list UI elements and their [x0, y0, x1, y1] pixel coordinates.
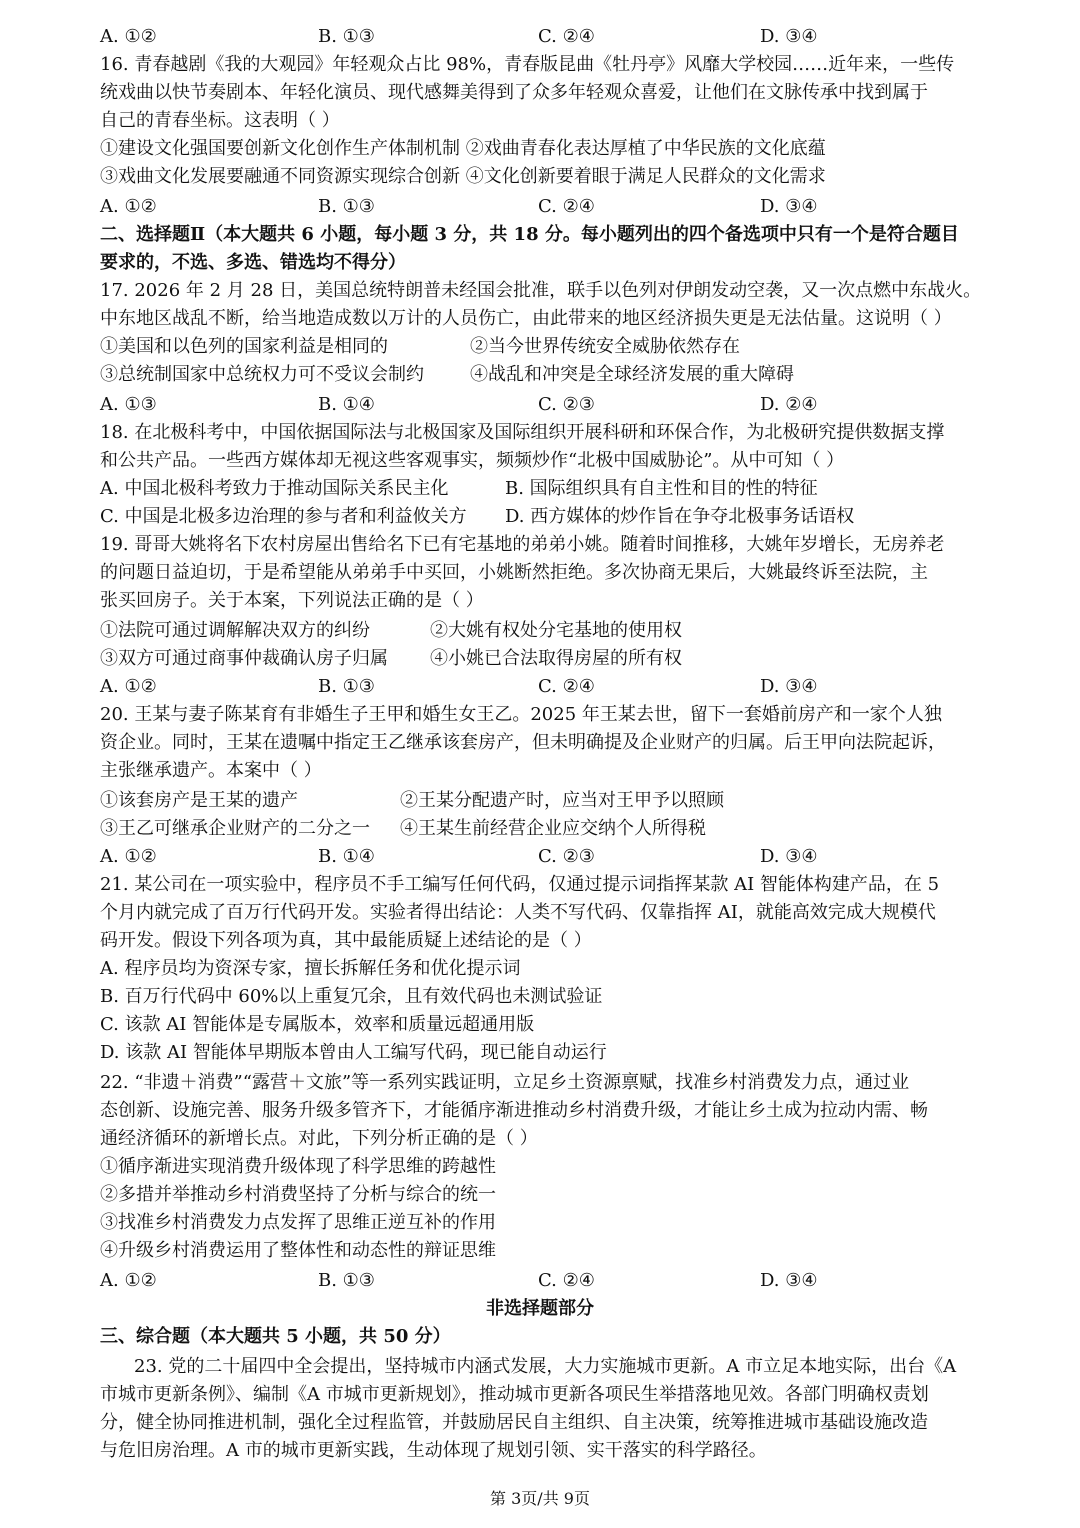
q22-statement-3: ③找准乡村消费发力点发挥了思维正逆互补的作用: [100, 1212, 496, 1233]
statement-2: ②王某分配遗产时，应当对王甲予以照顾: [400, 790, 724, 811]
q16-stem-line-1: 16. 青春越剧《我的大观园》年轻观众占比 98%，青春版昆曲《牡丹亭》风靡大学校园……近年来，一些传: [100, 54, 955, 75]
option-c: C. ②③: [538, 394, 595, 415]
option-c: C. ②③: [538, 846, 595, 867]
statement-4: ④战乱和冲突是全球经济发展的重大障碍: [470, 364, 794, 385]
option-d: D. ③④: [760, 846, 818, 867]
option-b: B. ①③: [318, 676, 375, 697]
page-number: 第 3页/共 9页: [490, 1489, 590, 1508]
option-b: B. 国际组织具有自主性和目的性的特征: [505, 478, 818, 499]
statement-3: ③双方可通过商事仲裁确认房子归属: [100, 648, 388, 669]
statement-4: ④王某生前经营企业应交纳个人所得税: [400, 818, 706, 839]
q20-stem-line-1: 20. 王某与妻子陈某育有非婚生子王甲和婚生女王乙。2025 年王某去世，留下一套婚前房产和一家个人独: [100, 704, 942, 725]
q18-stem-line-2: 和公共产品。一些西方媒体却无视这些客观事实，频频炒作“北极中国威胁论”。从中可知（ ）: [100, 450, 845, 471]
option-d: D. ③④: [760, 26, 818, 47]
statement-4: ④小姚已合法取得房屋的所有权: [430, 648, 682, 669]
option-b: B. ①③: [318, 26, 375, 47]
option-c: C. 中国是北极多边治理的参与者和利益攸关方: [100, 506, 467, 527]
q20-stem-line-3: 主张继承遗产。本案中（ ）: [100, 760, 322, 781]
section-2-heading-line-2: 要求的，不选、多选、错选均不得分）: [100, 252, 406, 273]
statement-1: ①法院可通过调解解决双方的纠纷: [100, 620, 370, 641]
options-row-q19: [100, 676, 990, 698]
option-a: A. ①②: [100, 196, 157, 217]
option-c: C. ②④: [538, 676, 595, 697]
statement-1: ①该套房产是王某的遗产: [100, 790, 298, 811]
statement-2: ②大姚有权处分宅基地的使用权: [430, 620, 682, 641]
q23-text-line-3: 分，健全协同推进机制，强化全过程监管，并鼓励居民自主组织、自主决策，统筹推进城市基础设施改造: [100, 1412, 928, 1433]
part-heading: 非选择题部分: [486, 1298, 594, 1319]
q17-statements-row-1: [100, 336, 990, 358]
q21-option-d: D. 该款 AI 智能体早期版本曾由人工编写代码，现已能自动运行: [100, 1042, 607, 1063]
q21-option-b: B. 百万行代码中 60%以上重复冗余，且有效代码也未测试验证: [100, 986, 603, 1007]
option-d: D. ②④: [760, 394, 818, 415]
option-d: D. ③④: [760, 1270, 818, 1291]
option-a: A. ①②: [100, 26, 157, 47]
statement-3: ③王乙可继承企业财产的二分之一: [100, 818, 370, 839]
option-d: D. ③④: [760, 196, 818, 217]
q21-stem-line-3: 码开发。假设下列各项为真，其中最能质疑上述结论的是（ ）: [100, 930, 592, 951]
q16-statements-1: ①建设文化强国要创新文化创作生产体制机制 ②戏曲青春化表达厚植了中华民族的文化底蕴: [100, 138, 826, 159]
q22-statement-1: ①循序渐进实现消费升级体现了科学思维的跨越性: [100, 1156, 496, 1177]
q18-stem-line-1: 18. 在北极科考中，中国依据国际法与北极国家及国际组织开展科研和环保合作，为北极研究提供数据支撑: [100, 422, 945, 443]
q17-stem-line-2: 中东地区战乱不断，给当地造成数以万计的人员伤亡，由此带来的地区经济损失更是无法估量。这说明（ ）: [100, 308, 952, 329]
q22-stem-line-3: 通经济循环的新增长点。对此，下列分析正确的是（ ）: [100, 1128, 538, 1149]
option-c: C. ②④: [538, 196, 595, 217]
q23-text-line-1: 23. 党的二十届四中全会提出，坚持城市内涵式发展，大力实施城市更新。A 市立足本地实际，出台《A: [134, 1356, 957, 1377]
q18-options-row-2: [100, 506, 990, 528]
q19-stem-line-3: 张买回房子。关于本案，下列说法正确的是（ ）: [100, 590, 484, 611]
q20-statements-row-1: [100, 790, 990, 812]
option-c: C. ②④: [538, 26, 595, 47]
option-a: A. 中国北极科考致力于推动国际关系民主化: [100, 478, 449, 499]
options-row-q16: [100, 196, 990, 218]
option-d: D. ③④: [760, 676, 818, 697]
options-row-q17: [100, 394, 990, 416]
option-b: B. ①④: [318, 846, 375, 867]
option-a: A. ①②: [100, 846, 157, 867]
q22-stem-line-2: 态创新、设施完善、服务升级多管齐下，才能循序渐进推动乡村消费升级，才能让乡土成为拉动内需、畅: [100, 1100, 928, 1121]
q22-statement-2: ②多措并举推动乡村消费坚持了分析与综合的统一: [100, 1184, 496, 1205]
statement-1: ①美国和以色列的国家利益是相同的: [100, 336, 388, 357]
option-a: A. ①②: [100, 1270, 157, 1291]
q19-stem-line-2: 的问题日益迫切，于是希望能从弟弟手中买回，小姚断然拒绝。多次协商无果后，大姚最终诉至法院，主: [100, 562, 928, 583]
q21-option-a: A. 程序员均为资深专家，擅长拆解任务和优化提示词: [100, 958, 521, 979]
q22-statement-4: ④升级乡村消费运用了整体性和动态性的辩证思维: [100, 1240, 496, 1261]
q21-stem-line-1: 21. 某公司在一项实验中，程序员不手工编写任何代码，仅通过提示词指挥某款 AI 智能体构建产品，在 5: [100, 874, 940, 895]
option-a: A. ①③: [100, 394, 157, 415]
statement-2: ②当今世界传统安全威胁依然存在: [470, 336, 740, 357]
option-b: B. ①③: [318, 1270, 375, 1291]
q17-statements-row-2: [100, 364, 990, 386]
section-2-heading-line-1: 二、选择题Ⅱ（本大题共 6 小题，每小题 3 分，共 18 分。每小题列出的四个备选项中只有一个是符合题目: [100, 224, 959, 245]
q19-statements-row-2: [100, 648, 990, 670]
q16-stem-line-2: 统戏曲以快节奏剧本、年轻化演员、现代感舞美得到了众多年轻观众喜爱，让他们在文脉传承中找到属于: [100, 82, 928, 103]
option-c: C. ②④: [538, 1270, 595, 1291]
q20-statements-row-2: [100, 818, 990, 840]
q23-text-line-4: 与危旧房治理。A 市的城市更新实践，生动体现了规划引领、实干落实的科学路径。: [100, 1440, 767, 1461]
q22-stem-line-1: 22. “非遗＋消费”“露营＋文旅”等一系列实践证明，立足乡土资源禀赋，找准乡村消费发力点，通过业: [100, 1072, 910, 1093]
q21-stem-line-2: 个月内就完成了百万行代码开发。实验者得出结论：人类不写代码、仅靠指挥 AI，就能高效完成大规模代: [100, 902, 936, 923]
option-a: A. ①②: [100, 676, 157, 697]
q16-stem-line-3: 自己的青春坐标。这表明（ ）: [100, 110, 340, 131]
q20-stem-line-2: 资企业。同时，王某在遗嘱中指定王乙继承该套房产，但未明确提及企业财产的归属。后王甲向法院起诉，: [100, 732, 946, 753]
q17-stem-line-1: 17. 2026 年 2 月 28 日，美国总统特朗普未经国会批准，联手以色列对伊朗发动空袭，又一次点燃中东战火。: [100, 280, 982, 301]
option-b: B. ①③: [318, 196, 375, 217]
option-d: D. 西方媒体的炒作旨在争夺北极事务话语权: [505, 506, 855, 527]
options-row-q20: [100, 846, 990, 868]
statement-3: ③总统制国家中总统权力可不受议会制约: [100, 364, 424, 385]
option-b: B. ①④: [318, 394, 375, 415]
options-row-q15: [100, 26, 990, 48]
section-3-heading: 三、综合题（本大题共 5 小题，共 50 分）: [100, 1326, 451, 1347]
q23-text-line-2: 市城市更新条例》、编制《A 市城市更新规划》，推动城市更新各项民生举措落地见效。各部门明确权责划: [100, 1384, 929, 1405]
q21-option-c: C. 该款 AI 智能体是专属版本，效率和质量远超通用版: [100, 1014, 535, 1035]
q19-stem-line-1: 19. 哥哥大姚将名下农村房屋出售给名下已有宅基地的弟弟小姚。随着时间推移，大姚年岁增长，无房养老: [100, 534, 945, 555]
q16-statements-2: ③戏曲文化发展要融通不同资源实现综合创新 ④文化创新要着眼于满足人民群众的文化需求: [100, 166, 826, 187]
q19-statements-row-1: [100, 620, 990, 642]
options-row-q22: [100, 1270, 990, 1292]
q18-options-row-1: [100, 478, 990, 500]
